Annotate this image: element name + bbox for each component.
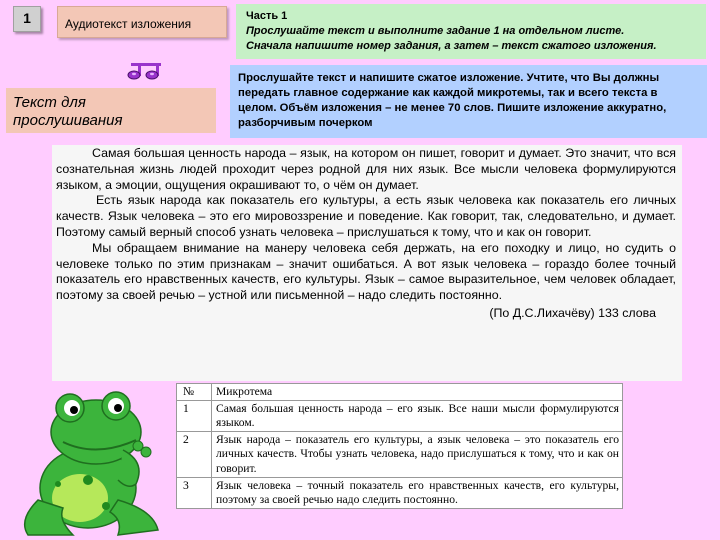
table-header-row <box>177 384 623 401</box>
microtopics-table <box>176 383 623 509</box>
frog-illustration <box>18 380 178 540</box>
task-box <box>236 4 706 59</box>
reading-paragraph-2: Есть язык народа как показатель его культуры, а есть язык человека как показатель его личных качеств. Язык человека – это его мировоззрение и поведение. Как говорит, так, следовательно, и думает. Поэтому самый верный способ узнать человека – прислушаться к тому, что и как он говорит. <box>56 193 676 239</box>
music-notes-icon[interactable] <box>126 50 166 80</box>
microtopic-number: 2 <box>177 431 212 477</box>
reading-attribution: (По Д.С.Лихачёву) 133 слова <box>489 305 656 320</box>
microtopic-number: 1 <box>177 400 212 431</box>
task-line-2: Сначала напишите номер задания, а затем – текст сжатого изложения. <box>246 40 657 52</box>
reading-paragraph-1: Самая большая ценность народа – язык, на котором он пишет, говорит и думает. Это значит, что вся сознательная жизнь людей проходит через родной для них язык. Все мысли человека формулируются языком, а эмоции, ощущения окрашивают то, о чём он думает. <box>56 146 676 192</box>
table-row <box>177 400 623 431</box>
instruction-box: Прослушайте текст и напишите сжатое изложение. Учтите, что Вы должны передать главное содержание как каждой микротемы, так и всего текста в целом. Объём изложения – не менее 70 слов. Пишите изложение аккуратно, разборчивым почерком <box>230 65 707 138</box>
table-row <box>177 477 623 508</box>
task-line-1: Прослушайте текст и выполните задание 1 на отдельном листе. <box>246 25 625 37</box>
table-row <box>177 431 623 477</box>
table-header-title: Микротема <box>212 384 623 401</box>
listening-text-label <box>6 88 216 133</box>
microtopic-text: Самая большая ценность народа – его язык. Все наши мысли формулируются языком. <box>212 400 623 431</box>
microtopic-text: Язык человека – точный показатель его нравственных качеств, его культуры, поэтому за своей речью надо следить постоянно. <box>212 477 623 508</box>
audio-text-button[interactable]: Аудиотекст изложения <box>57 6 227 38</box>
slide-number: 1 <box>13 6 41 32</box>
listening-label-line-2: прослушивания <box>13 112 123 129</box>
table-header-number: № <box>177 384 212 401</box>
task-title: Часть 1 <box>246 10 288 22</box>
microtopic-number: 3 <box>177 477 212 508</box>
microtopic-text: Язык народа – показатель его культуры, а язык человека – это показатель его личных качеств. Чтобы узнать человека, надо прислушаться к тому, что и как он говорит. <box>212 431 623 477</box>
listening-label-line-1: Текст для <box>13 94 86 111</box>
reading-text-panel <box>52 145 682 381</box>
reading-paragraph-3: Мы обращаем внимание на манеру человека себя держать, на его походку и лицо, но судить о человеке только по этим признакам – значит ошибаться. А вот язык человека – гораздо более точный показатель его нравственных качеств, его культуры. Язык – самое выразительное, чем человек обладает, поэтому за своей речью – устной или письменной – надо следить постоянно. <box>56 240 676 303</box>
